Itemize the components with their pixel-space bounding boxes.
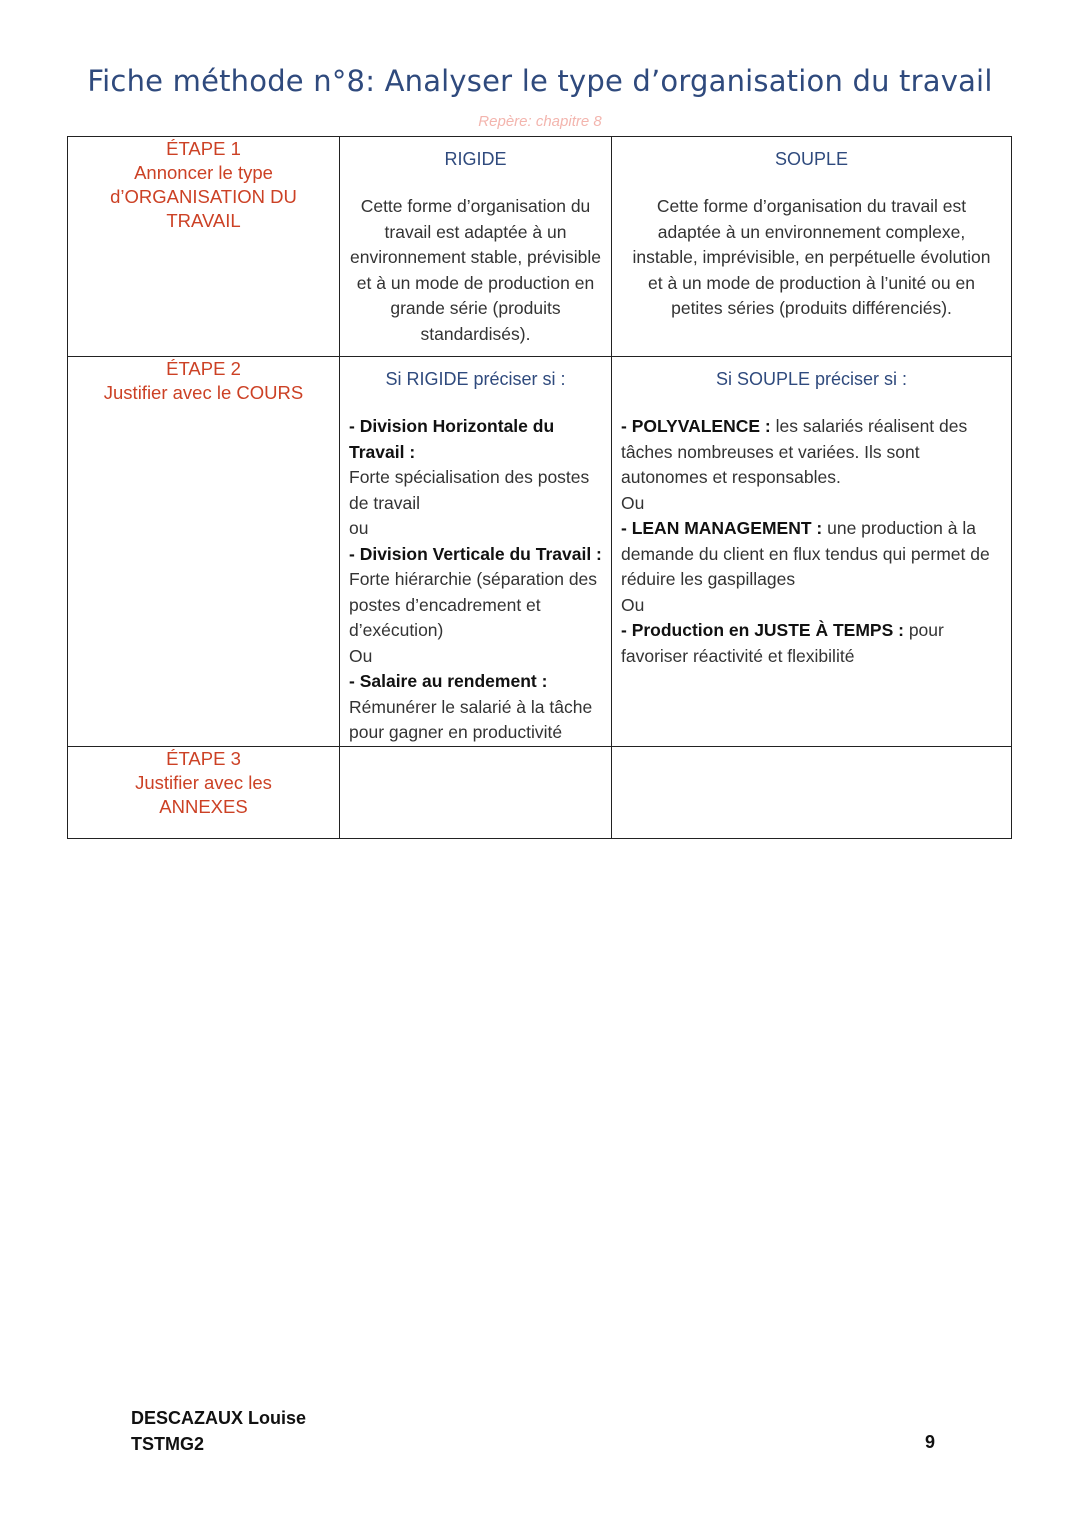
list-item-title: - Division Verticale du Travail : <box>349 543 602 564</box>
list-item-text: Rémunérer le salarié à la tâche pour gagner en productivité <box>349 696 593 742</box>
list-item-title: - Salaire au rendement : <box>349 671 548 691</box>
table-row <box>68 137 1012 357</box>
footer-author-block <box>131 1405 306 1457</box>
souple-cell <box>612 137 1012 357</box>
page-number: 9 <box>925 1432 936 1452</box>
step-label: ÉTAPE 3 <box>166 747 241 769</box>
table-row <box>68 746 1012 838</box>
column-header-souple: SOUPLE <box>774 149 849 169</box>
method-table <box>67 136 1012 839</box>
rigide-definition: Cette forme d’organisation du travail est adaptée à un environnement stable, prévisible et à un mode de production en grande série (produits standardisés). <box>350 196 601 344</box>
step-description: Justifier avec les ANNEXES <box>135 771 272 817</box>
list-item-text: pour favoriser réactivité et flexibilité <box>621 620 944 666</box>
rigide-list <box>340 414 611 746</box>
step-label: ÉTAPE 2 <box>166 358 241 379</box>
list-separator: Ou <box>621 594 645 615</box>
column-header-rigide: RIGIDE <box>444 149 507 169</box>
souple-subheader: Si SOUPLE préciser si : <box>715 369 908 389</box>
rigide-empty-cell <box>340 746 612 838</box>
table-row <box>68 357 1012 747</box>
step-cell <box>68 746 340 838</box>
souple-list <box>612 414 1011 669</box>
rigide-cell <box>340 357 612 747</box>
list-item-text: Forte hiérarchie (séparation des postes d’encadrement et d’exécution) <box>349 569 598 640</box>
page-title: Fiche méthode n°8: Analyser le type d’organisation du travail <box>87 64 993 98</box>
list-item-text: une production à la demande du client en flux tendus qui permet de réduire les gaspillages <box>621 518 990 589</box>
class-name: TSTMG2 <box>131 1434 205 1454</box>
list-item-title: - POLYVALENCE : <box>621 416 771 436</box>
list-item-text: Forte spécialisation des postes de travail <box>349 467 590 513</box>
step-description: Justifier avec le COURS <box>103 382 304 403</box>
rigide-cell <box>340 137 612 357</box>
author-name: DESCAZAUX Louise <box>131 1408 307 1428</box>
list-separator: Ou <box>621 492 645 513</box>
step-description: Annoncer le type d’ORGANISATION DU TRAVAIL <box>110 162 297 231</box>
rigide-subheader: Si RIGIDE préciser si : <box>385 369 566 389</box>
list-item-title: - LEAN MANAGEMENT : <box>621 518 823 538</box>
step-cell <box>68 137 340 357</box>
list-separator: ou <box>349 518 369 538</box>
list-item-title: - Production en JUSTE À TEMPS : <box>621 620 904 640</box>
step-cell <box>68 357 340 747</box>
souple-definition: Cette forme d’organisation du travail est adaptée à un environnement complexe, instable, imprévisible, en perpétuelle évolution et à un mode de production à l’unité ou en petites séries (produits différenciés). <box>632 196 991 318</box>
list-separator: Ou <box>349 645 373 666</box>
souple-cell <box>612 357 1012 747</box>
list-item-text: les salariés réalisent des tâches nombreuses et variées. Ils sont autonomes et responsables. <box>621 416 968 487</box>
chapter-reference: Repère: chapitre 8 <box>478 113 602 130</box>
step-label: ÉTAPE 1 <box>166 138 241 159</box>
souple-empty-cell <box>612 746 1012 838</box>
list-item-title: - Division Horizontale du Travail : <box>349 416 555 462</box>
